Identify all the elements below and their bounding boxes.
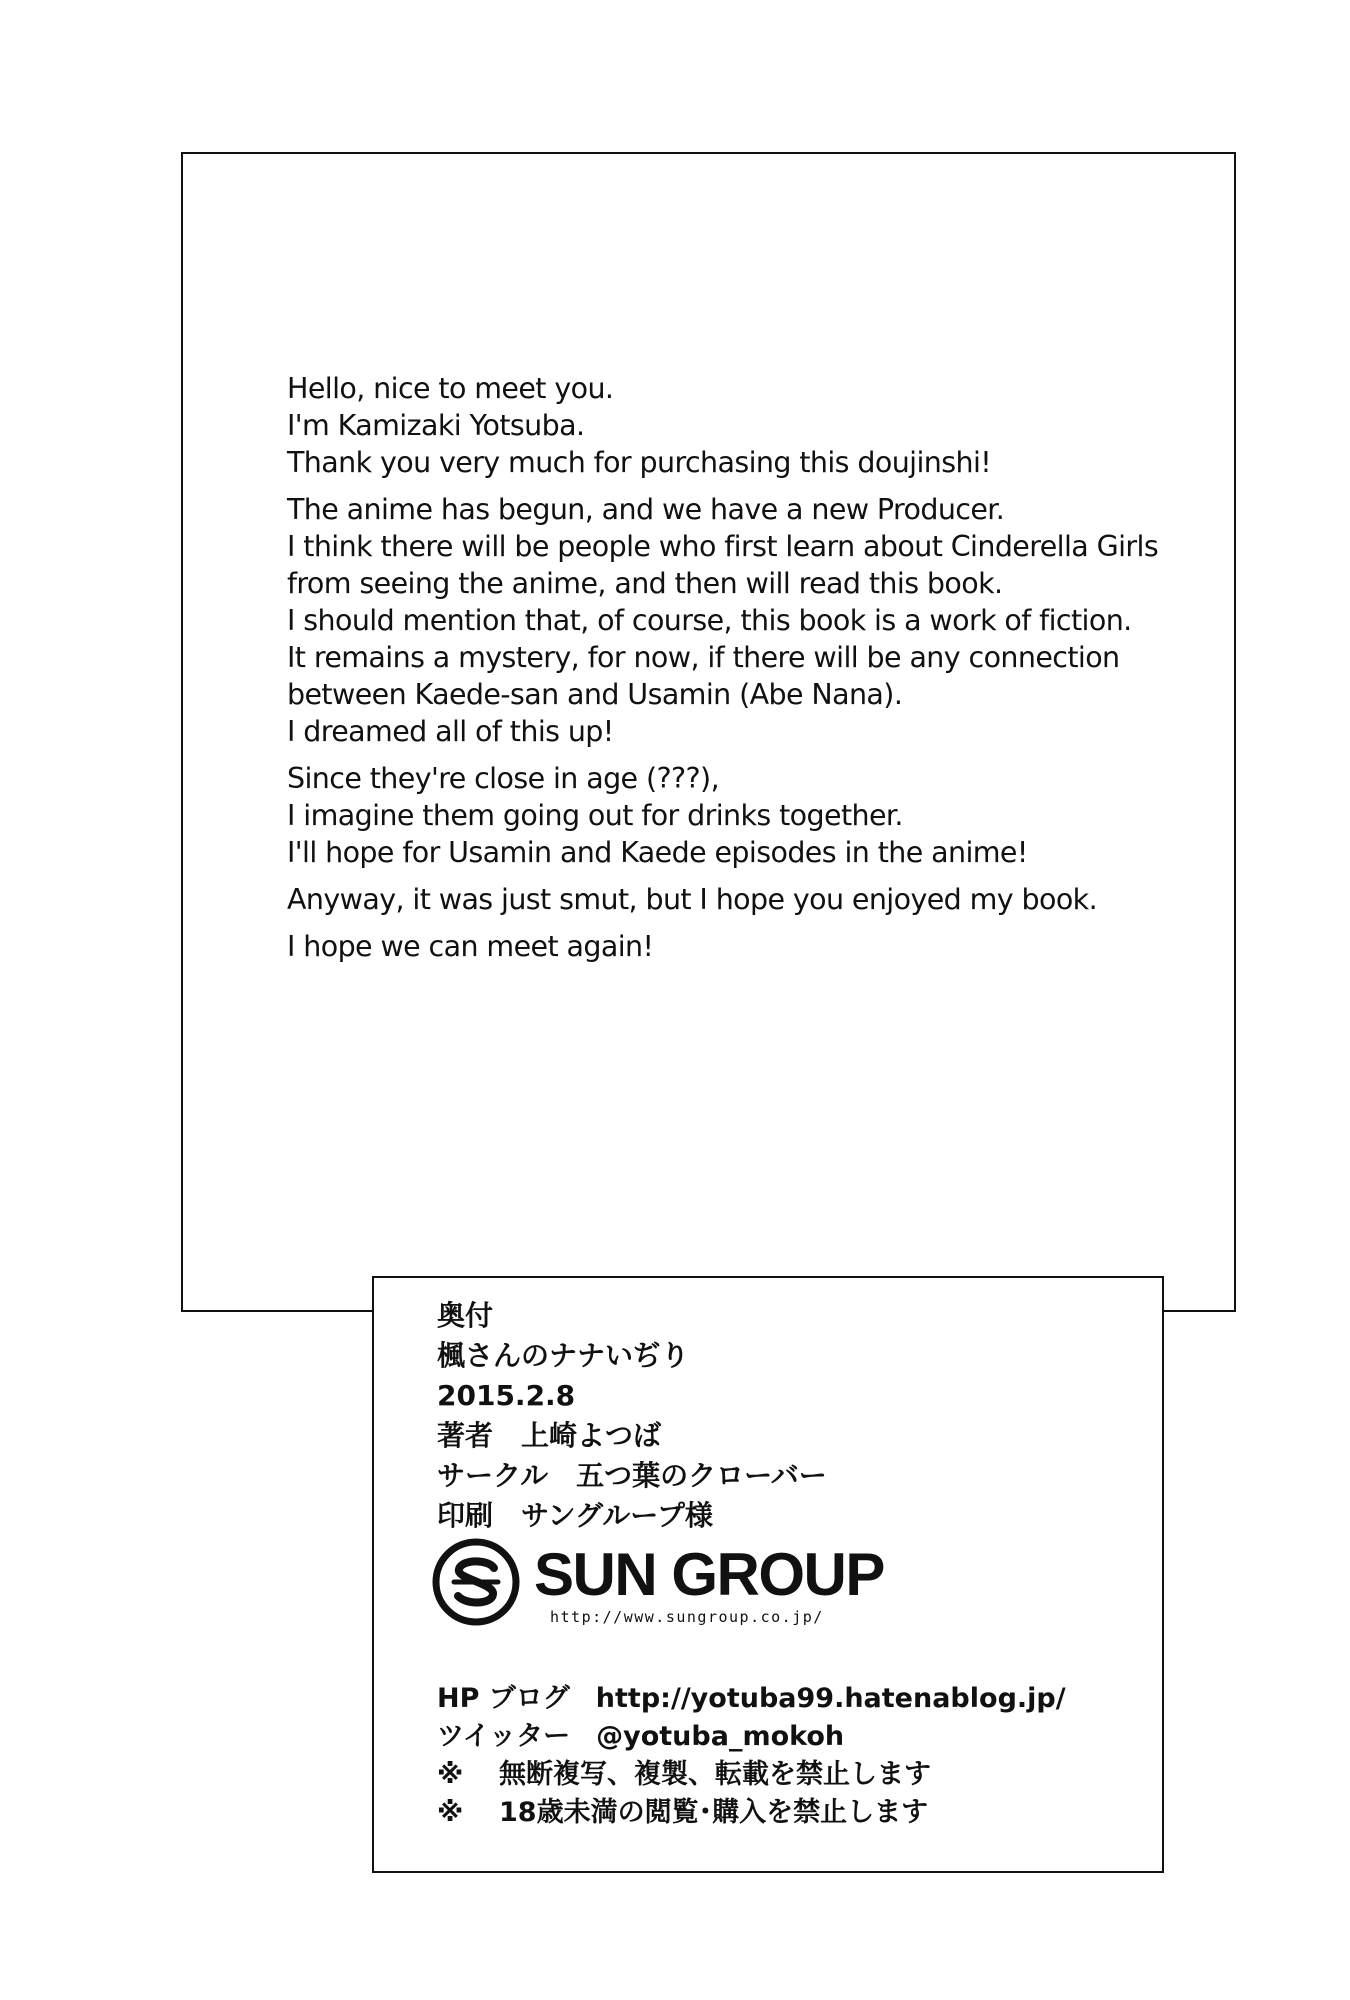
publication-date: 2015.2.8	[437, 1379, 576, 1412]
sun-group-logo-name: SUN GROUP	[534, 1541, 884, 1608]
afterword-line: from seeing the anime, and then will read this book.	[287, 567, 1003, 600]
blog-label: HP ブログ	[437, 1683, 570, 1714]
circle-row	[437, 1456, 1137, 1496]
afterword-line: Hello, nice to meet you.	[287, 372, 614, 405]
afterword-text	[287, 370, 1247, 975]
notice-row	[437, 1794, 1157, 1832]
sun-group-logo	[432, 1538, 952, 1638]
blog-row	[437, 1680, 1157, 1718]
afterword-line: between Kaede-san and Usamin (Abe Nana).	[287, 678, 903, 711]
afterword-line: I should mention that, of course, this book is a work of fiction.	[287, 604, 1132, 637]
twitter-handle: @yotuba_mokoh	[596, 1721, 845, 1752]
afterword-line: Since they're close in age (???),	[287, 762, 720, 795]
printer-label: 印刷	[437, 1499, 494, 1532]
afterword-line: I'll hope for Usamin and Kaede episodes in the anime!	[287, 836, 1028, 869]
afterword-line: I hope we can meet again!	[287, 930, 654, 963]
blog-url: http://yotuba99.hatenablog.jp/	[595, 1683, 1066, 1714]
afterword-line: I'm Kamizaki Yotsuba.	[287, 409, 585, 442]
afterword-paragraph	[287, 760, 1247, 871]
copy-notice: 無断複写、複製、転載を禁止します	[499, 1759, 931, 1790]
author-row	[437, 1416, 1137, 1456]
notice-mark: ※	[437, 1797, 464, 1828]
afterword-paragraph	[287, 370, 1247, 481]
author-name: 上崎よつば	[521, 1419, 662, 1452]
afterword-line: I dreamed all of this up!	[287, 715, 614, 748]
printer-name: サングループ様	[521, 1499, 713, 1532]
twitter-row	[437, 1718, 1157, 1756]
sun-group-logo-icon	[432, 1538, 520, 1626]
printer-row	[437, 1496, 1137, 1536]
afterword-line: It remains a mystery, for now, if there will be any connection	[287, 641, 1120, 674]
author-label: 著者	[437, 1419, 494, 1452]
afterword-line: I imagine them going out for drinks together.	[287, 799, 903, 832]
sun-group-url: http://www.sungroup.co.jp/	[550, 1608, 824, 1626]
afterword-paragraph	[287, 491, 1247, 750]
circle-label: サークル	[437, 1459, 549, 1492]
colophon	[437, 1296, 1137, 1536]
notice-row	[437, 1756, 1157, 1794]
circle-name: 五つ葉のクローバー	[576, 1459, 827, 1492]
afterword-line: The anime has begun, and we have a new Producer.	[287, 493, 1005, 526]
afterword-paragraph	[287, 881, 1247, 918]
afterword-line: I think there will be people who first learn about Cinderella Girls	[287, 530, 1159, 563]
afterword-line: Thank you very much for purchasing this doujinshi!	[287, 446, 992, 479]
afterword-line: Anyway, it was just smut, but I hope you enjoyed my book.	[287, 883, 1098, 916]
book-title: 楓さんのナナいぢり	[437, 1339, 690, 1372]
notice-mark: ※	[437, 1759, 464, 1790]
twitter-label: ツイッター	[437, 1721, 571, 1752]
contact-info	[437, 1680, 1157, 1832]
afterword-paragraph	[287, 928, 1247, 965]
colophon-heading: 奥付	[437, 1299, 494, 1332]
age-notice: 18歳未満の閲覧･購入を禁止します	[499, 1797, 929, 1828]
